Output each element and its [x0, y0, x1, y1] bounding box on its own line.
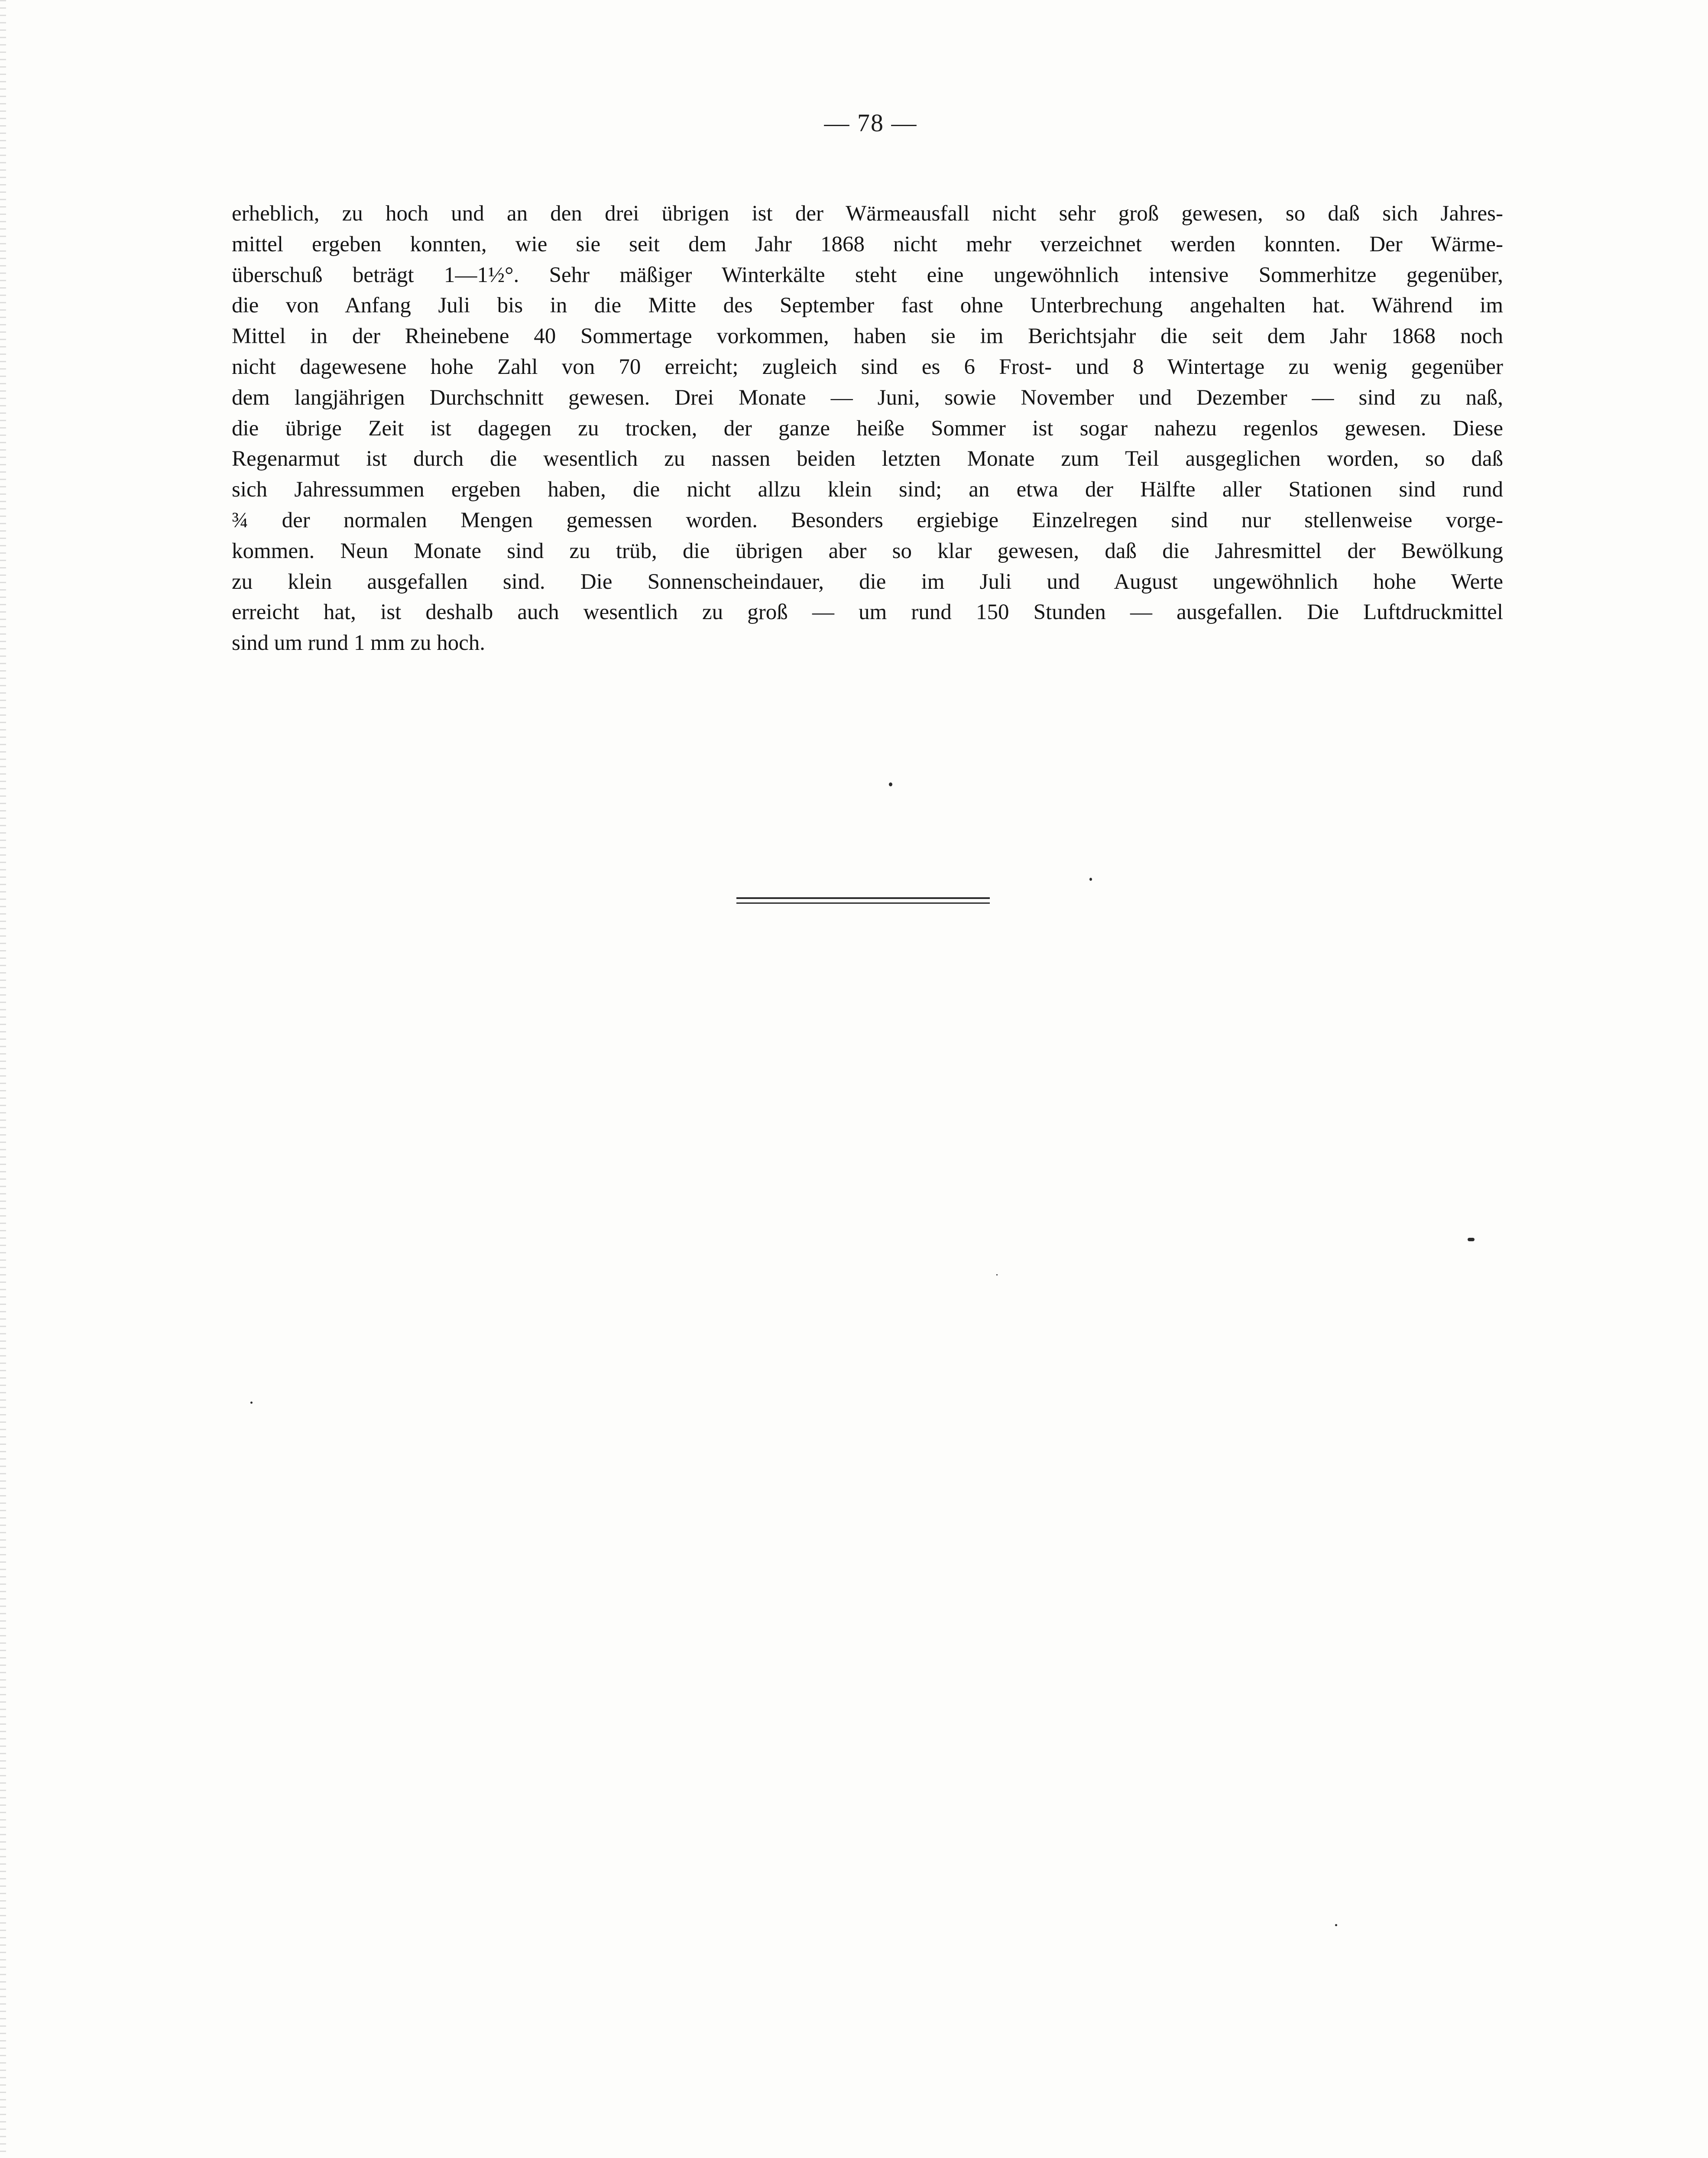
text-line: die übrige Zeit ist dagegen zu trocken, der ganze heiße Sommer ist sogar nahezu regenlos gewesen. Diese	[232, 416, 1503, 441]
text-line: sind um rund 1 mm zu hoch.	[232, 631, 486, 656]
body-paragraph	[232, 198, 1503, 659]
section-end-rule	[736, 897, 990, 899]
text-line: Mittel in der Rheinebene 40 Sommertage vorkommen, haben sie im Berichtsjahr die seit dem Jahr 1868 noch	[232, 324, 1503, 349]
scan-speck	[250, 1402, 253, 1404]
text-line: sich Jahressummen ergeben haben, die nicht allzu klein sind; an etwa der Hälfte aller Stationen sind rund	[232, 477, 1503, 502]
text-line: erheblich, zu hoch und an den drei übrigen ist der Wärmeausfall nicht sehr groß gewesen, so daß sich Jahres-	[232, 201, 1503, 226]
text-line: dem langjährigen Durchschnitt gewesen. Drei Monate — Juni, sowie November und Dezember — sind zu naß,	[232, 385, 1503, 410]
text-line: nicht dagewesene hohe Zahl von 70 erreicht; zugleich sind es 6 Frost- und 8 Wintertage zu wenig gegenüber	[232, 354, 1503, 379]
scan-speck	[1468, 1238, 1475, 1241]
text-line: ¾ der normalen Mengen gemessen worden. Besonders ergiebige Einzelregen sind nur stellenweise vorge-	[232, 508, 1503, 532]
text-line: zu klein ausgefallen sind. Die Sonnenscheindauer, die im Juli und August ungewöhnlich hohe Werte	[232, 569, 1503, 594]
scan-edge-artifact	[0, 0, 6, 2158]
text-line: Regenarmut ist durch die wesentlich zu nassen beiden letzten Monate zum Teil ausgeglichen worden, so daß	[232, 447, 1503, 471]
page-number: — 78 —	[824, 109, 917, 137]
section-end-rule	[736, 902, 990, 904]
scan-speck	[1335, 1924, 1337, 1926]
scan-speck	[1089, 878, 1092, 881]
scan-speck	[996, 1274, 998, 1275]
text-line: die von Anfang Juli bis in die Mitte des September fast ohne Unterbrechung angehalten hat. Während im	[232, 293, 1503, 318]
text-line: erreicht hat, ist deshalb auch wesentlich zu groß — um rund 150 Stunden — ausgefallen. Die Luftdruckmittel	[232, 600, 1503, 625]
scan-speck	[889, 782, 892, 786]
text-line: mittel ergeben konnten, wie sie seit dem Jahr 1868 nicht mehr verzeichnet werden konnten. Der Wärme-	[232, 232, 1503, 256]
text-line: überschuß beträgt 1—1½°. Sehr mäßiger Winterkälte steht eine ungewöhnlich intensive Sommerhitze gegenüber,	[232, 263, 1503, 287]
text-line: kommen. Neun Monate sind zu trüb, die übrigen aber so klar gewesen, daß die Jahresmittel der Bewölkung	[232, 539, 1503, 563]
